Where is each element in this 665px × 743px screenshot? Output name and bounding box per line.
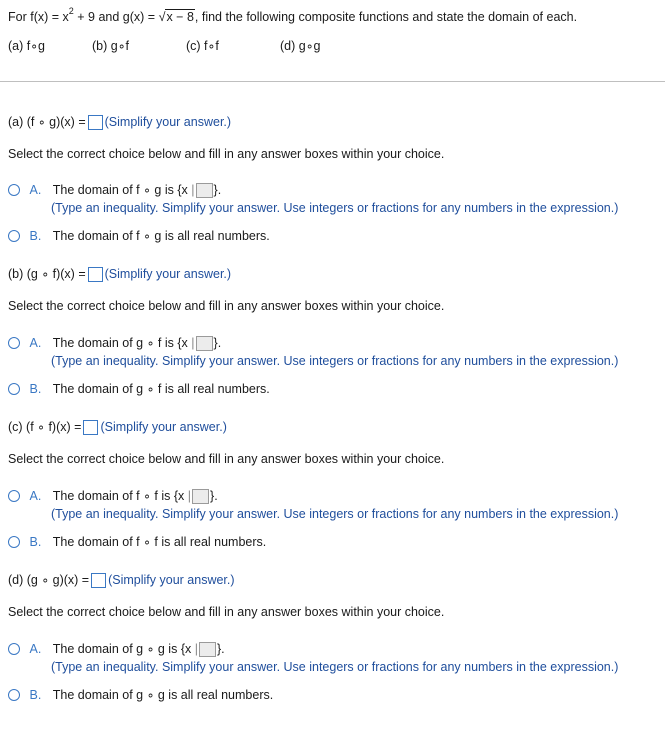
set-open: {x	[177, 336, 188, 350]
radio-b-a[interactable]	[8, 230, 20, 242]
set-open: {x	[173, 489, 185, 503]
answer-box-c[interactable]	[83, 420, 98, 435]
choice-b-option-b[interactable]	[8, 381, 270, 396]
answer-label-b: (b) (g ∘ f)(x) =	[8, 267, 86, 281]
part-d-label: (d) g∘g	[280, 39, 321, 53]
choice-b-option-d[interactable]	[8, 687, 273, 702]
set-bar: |	[191, 336, 195, 350]
set-open: {x	[180, 642, 192, 656]
choice-text: The domain of f ∘ f is	[52, 489, 171, 503]
radio-b-d[interactable]	[8, 689, 20, 701]
choice-hint-c: (Type an inequality. Simplify your answer. Use integers or fractions for any numbers in the expression.)	[51, 507, 619, 521]
answer-row-d	[8, 572, 235, 588]
domain-box-d[interactable]	[199, 642, 216, 657]
radio-b-c[interactable]	[8, 536, 20, 548]
choice-a-option-a[interactable]	[8, 182, 221, 198]
part-b-label: (b) g∘f	[92, 39, 129, 53]
instruction-d: Select the correct choice below and fill in any answer boxes within your choice.	[8, 605, 445, 619]
choice-hint-a: (Type an inequality. Simplify your answer. Use integers or fractions for any numbers in the expression.)	[51, 201, 619, 215]
divider	[0, 81, 665, 82]
domain-box-b[interactable]	[196, 336, 213, 351]
set-close: }.	[217, 642, 225, 656]
answer-box-d[interactable]	[91, 573, 106, 588]
answer-hint-a: (Simplify your answer.)	[104, 115, 232, 129]
choice-text: The domain of g ∘ g is all real numbers.	[52, 688, 274, 702]
radio-a-b[interactable]	[8, 337, 20, 349]
radio-a-d[interactable]	[8, 643, 20, 655]
set-close: }.	[213, 183, 222, 197]
answer-hint-c: (Simplify your answer.)	[100, 420, 227, 434]
domain-box-c[interactable]	[192, 489, 209, 504]
choice-text: The domain of f ∘ g is all real numbers.	[52, 229, 270, 243]
choice-a-option-d[interactable]	[8, 641, 225, 657]
exponent: 2	[68, 6, 74, 16]
instruction-c: Select the correct choice below and fill in any answer boxes within your choice.	[8, 452, 445, 466]
choice-text: The domain of g ∘ g is	[52, 642, 178, 656]
answer-label-d: (d) (g ∘ g)(x) =	[8, 573, 90, 587]
radio-a-c[interactable]	[8, 490, 20, 502]
answer-row-c	[8, 419, 227, 435]
radio-b-b[interactable]	[8, 383, 20, 395]
set-bar: |	[191, 183, 195, 197]
choice-text: The domain of f ∘ g is	[52, 183, 174, 197]
radical-sign: √	[158, 10, 166, 25]
problem-statement	[8, 8, 577, 24]
choice-text: The domain of g ∘ f is all real numbers.	[52, 382, 270, 396]
set-close: }.	[210, 489, 218, 503]
choice-b-option-c[interactable]	[8, 534, 266, 549]
part-c-label: (c) f∘f	[186, 39, 219, 53]
answer-hint-d: (Simplify your answer.)	[108, 573, 235, 587]
set-open: {x	[177, 183, 188, 197]
choice-letter: B.	[29, 229, 42, 243]
answer-row-b	[8, 266, 231, 282]
choice-hint-b: (Type an inequality. Simplify your answer. Use integers or fractions for any numbers in the expression.)	[51, 354, 619, 368]
choice-letter: A.	[29, 336, 42, 350]
choice-a-option-b[interactable]	[8, 335, 221, 351]
choice-letter: B.	[29, 688, 42, 702]
answer-hint-b: (Simplify your answer.)	[104, 267, 232, 281]
instruction-b: Select the correct choice below and fill in any answer boxes within your choice.	[8, 299, 445, 313]
problem-mid: + 9 and g(x) =	[73, 10, 159, 25]
radicand: x − 8	[166, 10, 194, 25]
problem-prefix: For f(x) = x	[8, 10, 69, 25]
set-close: }.	[213, 336, 222, 350]
domain-box-a[interactable]	[196, 183, 213, 198]
problem-suffix: , find the following composite functions and state the domain of each.	[194, 10, 578, 25]
choice-letter: A.	[29, 183, 42, 197]
choice-text: The domain of g ∘ f is	[52, 336, 174, 350]
set-bar: |	[194, 642, 198, 656]
choice-letter: A.	[29, 489, 42, 503]
radio-a-a[interactable]	[8, 184, 20, 196]
choice-text: The domain of f ∘ f is all real numbers.	[52, 535, 267, 549]
choice-b-option-a[interactable]	[8, 228, 270, 243]
answer-box-a[interactable]	[88, 115, 103, 130]
instruction-a: Select the correct choice below and fill in any answer boxes within your choice.	[8, 147, 445, 161]
set-bar: |	[187, 489, 192, 503]
answer-row-a	[8, 114, 231, 130]
choice-a-option-c[interactable]	[8, 488, 218, 504]
answer-label-a: (a) (f ∘ g)(x) =	[8, 115, 86, 129]
choice-letter: B.	[29, 382, 42, 396]
answer-label-c: (c) (f ∘ f)(x) =	[8, 420, 82, 434]
part-a-label: (a) f∘g	[8, 39, 45, 53]
choice-hint-d: (Type an inequality. Simplify your answer. Use integers or fractions for any numbers in the expression.)	[51, 660, 619, 674]
choice-letter: A.	[29, 642, 42, 656]
answer-box-b[interactable]	[88, 267, 103, 282]
choice-letter: B.	[29, 535, 42, 549]
